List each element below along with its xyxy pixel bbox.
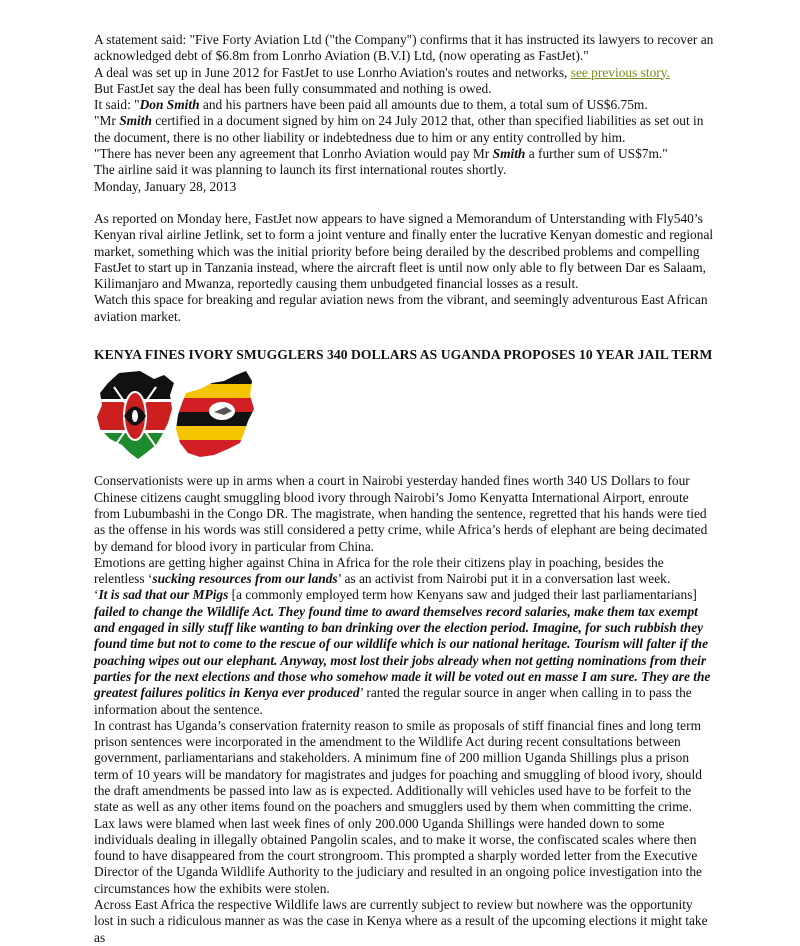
lax-laws-paragraph: Lax laws were blamed when last week fines of only 200.000 Uganda Shillings were handed down to some individuals dealing in illegally obtained Pangolin scales, and to make it worse, the confiscated scales where then found to have disappeared from the court strongroom. This prompted a sharply worded letter from the Executive Director of the Uganda Wildlife Authority to the judiciary and resulted in an ongoing police investigation into the circumstances how the exhibits were stolen. bbox=[94, 815, 702, 896]
sucking-resources-quote: sucking resources from our lands bbox=[152, 571, 338, 587]
article-headline: KENYA FINES IVORY SMUGGLERS 340 DOLLARS AS UGANDA PROPOSES 10 YEAR JAIL TERM bbox=[94, 347, 713, 363]
mpigs-quote: It is sad that our MPigs bbox=[98, 587, 229, 603]
certified-paragraph bbox=[94, 113, 714, 146]
don-smith-name: Don Smith bbox=[139, 97, 200, 113]
parliament-failure-quote: failed to change the Wildlife Act. They found time to award themselves record salaries, make them tax exempt and engaged in silly stuff like wanting to ban drinking over the election period. Imagine, for such rubbish they found time but not to come to the rescue of our wildlife which is our national heritage. Tourism will falter if the poaching wipes out our elephant. Anyway, most lost their jobs already when not getting nominations from their parties for the next elections and those who somehow made it will be voted out en masse I am sure. They are the greatest failures politics in Kenya ever produced bbox=[94, 603, 711, 701]
kenya-flag-map bbox=[94, 369, 179, 465]
statement-paragraph: A statement said: "Five Forty Aviation Ltd ("the Company") confirms that it has instructed its lawyers to recover an acknowledged debt of $6.8m from Lonrho Aviation (B.V.I) Ltd, (now operating as FastJet)." bbox=[94, 32, 714, 64]
text-span: certified in a document signed by him on 24 July 2012 that, other than specified liabilities as set out in the document, there is no other liability or indebtedness due to him or any entity controlled by him. bbox=[94, 113, 704, 145]
uganda-flag-map bbox=[174, 369, 259, 465]
text-span: It said: " bbox=[94, 97, 140, 113]
text-span: Emotions are getting higher against China in Africa for the role their citizens play in poaching, besides the relentless ‘ bbox=[94, 554, 664, 587]
text-span: a further sum of US$7m." bbox=[525, 146, 668, 162]
text-span: ’ as an activist from Nairobi put it in a conversation last week. bbox=[337, 571, 671, 587]
deal-paragraph bbox=[94, 65, 714, 81]
post-date: Monday, January 28, 2013 bbox=[94, 178, 237, 194]
conservationists-paragraph: Conservationists were up in arms when a court in Nairobi yesterday handed fines worth 340 US Dollars to four Chinese citizens caught smuggling blood ivory through Nairobi’s Jomo Kenyatta International Airport, enroute from Lubumbashi in the Congo DR. The magistrate, when handing the sentence, regretted that his hands were tied as the offense in his words was still considered a petty crime, while Africa’s herds of elephant are being decimated by demand for blood ivory in particular from China. bbox=[94, 473, 708, 554]
activist-quote-paragraph bbox=[94, 587, 714, 717]
text-span: ‘ bbox=[94, 587, 99, 603]
fastjet-response: But FastJet say the deal has been fully consummated and nothing is owed. bbox=[94, 80, 492, 96]
kenya-uganda-flag-maps bbox=[94, 369, 264, 465]
agreement-paragraph bbox=[94, 146, 714, 162]
uganda-contrast-paragraph: In contrast has Uganda’s conservation fraternity reason to smile as proposals of stiff financial fines and long term prison sentences were incorporated in the amendment to the Wildlife Act during recent consultations between government, parliamentarians and stakeholders. A minimum fine of 200 million Uganda Shillings plus a prison term of 10 years will be mandatory for magistrates and judges for poaching and smuggling of blood ivory, should the draft amendments be passed into law as is expected. Additionally will vehicles used have to be forfeit to the state as well as any other items found on the poachers and smugglers used by them when committing the crime. bbox=[94, 717, 702, 815]
deal-text: A deal was set up in June 2012 for FastJet to use Lonrho Aviation's routes and networks, bbox=[94, 64, 571, 80]
smith-name: Smith bbox=[492, 146, 526, 162]
text-span: ’ ranted the regular source in anger when calling in to pass the information about the sentence. bbox=[94, 685, 692, 717]
watch-this-space: Watch this space for breaking and regular aviation news from the vibrant, and seemingly adventurous East African aviation market. bbox=[94, 292, 708, 324]
it-said-paragraph bbox=[94, 97, 714, 113]
flag-maps-image bbox=[94, 369, 714, 467]
text-span: and his partners have been paid all amounts due to them, a total sum of US$6.75m. bbox=[199, 97, 648, 113]
smith-name: Smith bbox=[119, 113, 152, 129]
document-body bbox=[94, 32, 714, 946]
text-span: [a commonly employed term how Kenyans saw and judged their last parliamentarians] bbox=[228, 587, 697, 603]
fastjet-memorandum-paragraph: As reported on Monday here, FastJet now appears to have signed a Memorandum of Unterstanding with Fly540’s Kenyan rival airline Jetlink, set to form a joint venture and finally enter the lucrative Kenyan domestic and regional market, something which was the initial priority before being derailed by the described problems and compelling FastJet to start up in Tanzania instead, where the aircraft fleet is until now only able to fly between Dar es Salaam, Kilimanjaro and Mwanza, reportedly causing them unbudgeted financial losses as a result. bbox=[94, 210, 714, 292]
airline-plans: The airline said it was planning to launch its first international routes shortly. bbox=[94, 162, 507, 178]
emotions-paragraph bbox=[94, 555, 714, 588]
text-span: "Mr bbox=[94, 113, 120, 129]
previous-story-link[interactable]: see previous story. bbox=[570, 64, 670, 80]
text-span: "There has never been any agreement that Lonrho Aviation would pay Mr bbox=[94, 146, 493, 162]
east-africa-paragraph: Across East Africa the respective Wildlife laws are currently subject to review but nowhere was the opportunity lost in such a ridiculous manner as was the case in Kenya where as a result of the upcoming elections it might take as bbox=[94, 897, 708, 945]
